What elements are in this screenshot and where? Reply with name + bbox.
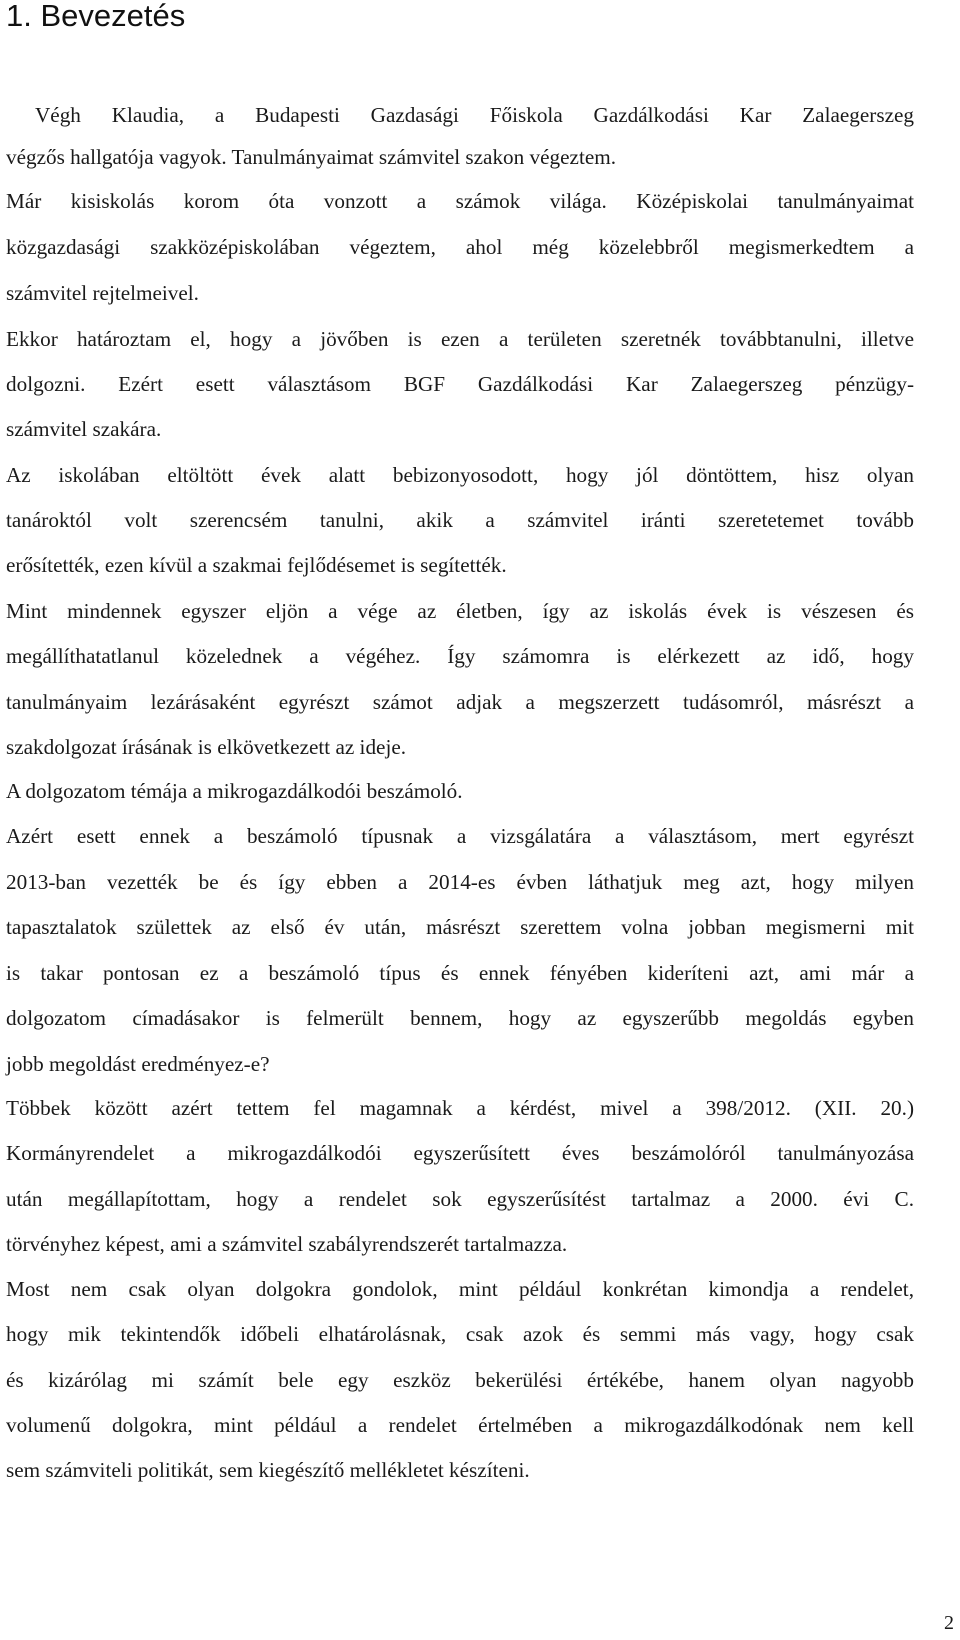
text-line: erősítették, ezen kívül a szakmai fejlődésemet is segítették. (6, 553, 507, 577)
text-line: Többek között azért tettem fel magamnak a kérdést, mivel a 398/2012. (XII. 20.) (6, 1096, 914, 1120)
text-line: A dolgozatom témája a mikrogazdálkodói beszámoló. (6, 779, 463, 803)
text-line: 2013-ban vezették be és így ebben a 2014-es évben láthatjuk meg azt, hogy milyen (6, 870, 914, 894)
text-line: tapasztalatok születtek az első év után, másrészt szerettem volna jobban megismerni mit (6, 915, 914, 939)
text-line: Azért esett ennek a beszámoló típusnak a vizsgálatára a választásom, mert egyrészt (6, 824, 914, 848)
text-line: is takar pontosan ez a beszámoló típus és ennek fényében kideríteni azt, ami már a (6, 961, 914, 985)
text-line: szakdolgozat írásának is elkövetkezett az ideje. (6, 735, 407, 759)
text-line: törvényhez képest, ami a számvitel szabályrendszerét tartalmazza. (6, 1232, 568, 1256)
text-line: és kizárólag mi számít bele egy eszköz bekerülési értékébe, hanem olyan nagyobb (6, 1368, 914, 1392)
text-line: Az iskolában eltöltött évek alatt bebizonyosodott, hogy jól döntöttem, hisz olyan (6, 463, 914, 487)
text-line: sem számviteli politikát, sem kiegészítő mellékletet készíteni. (6, 1458, 530, 1482)
section-heading: 1. Bevezetés (6, 0, 186, 33)
text-line: Már kisiskolás korom óta vonzott a számok világa. Középiskolai tanulmányaimat (6, 189, 914, 213)
text-line: dolgozni. Ezért esett választásom BGF Gazdálkodási Kar Zalaegerszeg pénzügy- (6, 372, 914, 396)
text-line: Most nem csak olyan dolgokra gondolok, mint például konkrétan kimondja a rendelet, (6, 1277, 914, 1301)
text-line: Mint mindennek egyszer eljön a vége az életben, így az iskolás évek is vészesen és (6, 599, 914, 623)
text-line: végzős hallgatója vagyok. Tanulmányaimat számvitel szakon végeztem. (6, 145, 617, 169)
text-line: közgazdasági szakközépiskolában végeztem, ahol még közelebbről megismerkedtem a (6, 235, 914, 259)
text-line: tanulmányaim lezárásaként egyrészt számot adjak a megszerzett tudásomról, másrészt a (6, 690, 914, 714)
text-line: jobb megoldást eredményez-e? (6, 1052, 270, 1076)
text-line: dolgozatom címadásakor is felmerült bennem, hogy az egyszerűbb megoldás egyben (6, 1006, 914, 1030)
text-line: megállíthatatlanul közelednek a végéhez. Így számomra is elérkezett az idő, hogy (6, 644, 914, 668)
text-line: számvitel szakára. (6, 417, 162, 441)
text-line: számvitel rejtelmeivel. (6, 281, 199, 305)
text-line: volumenű dolgokra, mint például a rendelet értelmében a mikrogazdálkodónak nem kell (6, 1413, 914, 1437)
text-line: után megállapítottam, hogy a rendelet sok egyszerűsítést tartalmaz a 2000. évi C. (6, 1187, 914, 1211)
text-line: Végh Klaudia, a Budapesti Gazdasági Főiskola Gazdálkodási Kar Zalaegerszeg (35, 103, 914, 127)
page-number: 2 (944, 1612, 954, 1634)
text-line: Kormányrendelet a mikrogazdálkodói egyszerűsített éves beszámolóról tanulmányozása (6, 1141, 914, 1165)
text-line: hogy mik tekintendők időbeli elhatárolásnak, csak azok és semmi más vagy, hogy csak (6, 1322, 914, 1346)
text-line: Ekkor határoztam el, hogy a jövőben is ezen a területen szeretnék továbbtanulni, illetve (6, 327, 914, 351)
text-line: tanároktól volt szerencsém tanulni, akik a számvitel iránti szeretetemet tovább (6, 508, 914, 532)
